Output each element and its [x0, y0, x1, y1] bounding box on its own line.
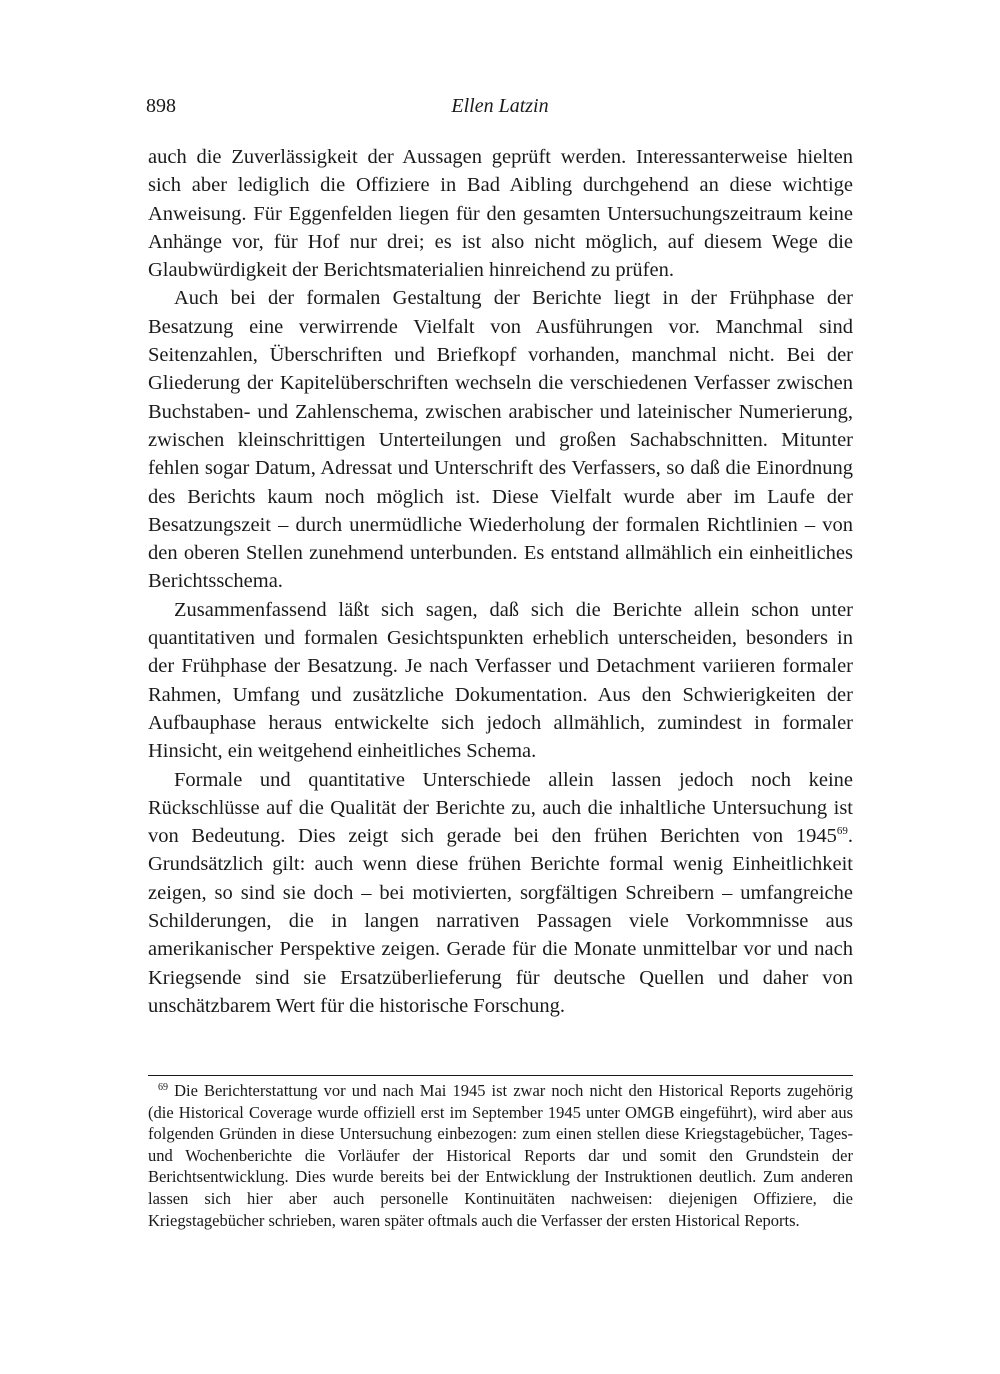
paragraph-4 [148, 766, 853, 1021]
footnote-reference: 69 [836, 825, 848, 838]
running-head-author: Ellen Latzin [451, 95, 549, 117]
paragraph-1: auch die Zuverlässigkeit der Aussagen geprüft werden. Interessanterweise hielten sich aber lediglich die Offiziere in Bad Aibling durchgehend an diese wichtige Anweisung. Für Eggenfelden liegen für den gesamten Untersuchungszeitraum keine Anhänge vor, für Hof nur drei; es ist also nicht möglich, auf diesem Wege die Glaubwürdigkeit der Berichtsmaterialien hinreichend zu prüfen. [148, 146, 853, 282]
footnote-separator [148, 1075, 853, 1076]
paragraph-3: Zusammenfassend läßt sich sagen, daß sich die Berichte allein schon unter quantitativen und formalen Gesichtspunkten erheblich unterscheiden, besonders in der Frühphase der Besatzung. Je nach Verfasser und Detachment variieren formaler Rahmen, Umfang und zusätzliche Dokumentation. Aus den Schwierigkeiten der Aufbauphase heraus entwickelte sich jedoch allmählich, zumindest in formaler Hinsicht, ein weitgehend einheitliches Schema. [148, 598, 853, 763]
paragraph-4-part-1: Formale und quantitative Unterschiede allein lassen jedoch noch keine Rückschlüsse auf die Qualität der Berichte zu, auch die inhaltliche Untersuchung ist von Bedeutung. Dies zeigt sich gerade bei den frühen Berichten von 1945 [148, 768, 853, 848]
paragraph-2: Auch bei der formalen Gestaltung der Berichte liegt in der Frühphase der Besatzung eine verwirrende Vielfalt von Ausführungen vor. Manchmal sind Seitenzahlen, Überschriften und Briefkopf vorhanden, manchmal nicht. Bei der Gliederung der Kapitelüberschriften wechseln die verschiedenen Verfasser zwischen Buchstaben- und Zahlenschema, zwischen arabischer und lateinischer Numerierung, zwischen kleinschrittigen Unterteilungen und großen Sachabschnitten. Mitunter fehlen sogar Datum, Adressat und Unterschrift des Verfassers, so daß die Einordnung des Berichts kaum noch möglich ist. Diese Vielfalt wurde aber im Laufe der Besatzungszeit – durch unermüdliche Wiederholung der formalen Richtlinien – von den oberen Stellen zunehmend unterbunden. Es entstand allmählich ein einheitliches Berichtsschema. [148, 287, 853, 593]
footnote-text: Die Berichterstattung vor und nach Mai 1945 ist zwar noch nicht den Historical Reports zugehörig (die Historical Coverage wurde offiziell erst im September 1945 unter OMGB eingeführt), wird aber aus folgenden Gründen in diese Untersuchung einbezogen: zum einen stellen diese Kriegstagebücher, Tages- und Wochenberichte die Vorläufer der Historical Reports dar und somit den Grundstein der Berichtsentwicklung. Dies wurde bereits bei der Entwicklung der Instruktionen deutlich. Zum anderen lassen sich hier aber auch personelle Kontinuitäten nachweisen: diejenigen Offiziere, die Kriegstagebücher schrieben, waren später oftmals auch die Verfasser der ersten Historical Reports. [148, 1081, 853, 1230]
footnote-number: 69 [158, 1082, 168, 1093]
body-text [148, 143, 853, 1020]
paragraph-4-part-2: . Grundsätzlich gilt: auch wenn diese frühen Berichte formal wenig Einheitlichkeit zeigen, so sind sie doch – bei motivierten, sorgfältigen Schreibern – umfangreiche Schilderungen, die in langen narrativen Passagen viele Vorkommnisse aus amerikanischer Perspektive zeigen. Gerade für die Monate unmittelbar vor und nach Kriegsende sind sie Ersatzüberlieferung für deutsche Quellen und daher von unschätzbarem Wert für die historische Forschung. [148, 825, 853, 1017]
footnote [148, 1080, 853, 1231]
page-number: 898 [146, 95, 176, 117]
